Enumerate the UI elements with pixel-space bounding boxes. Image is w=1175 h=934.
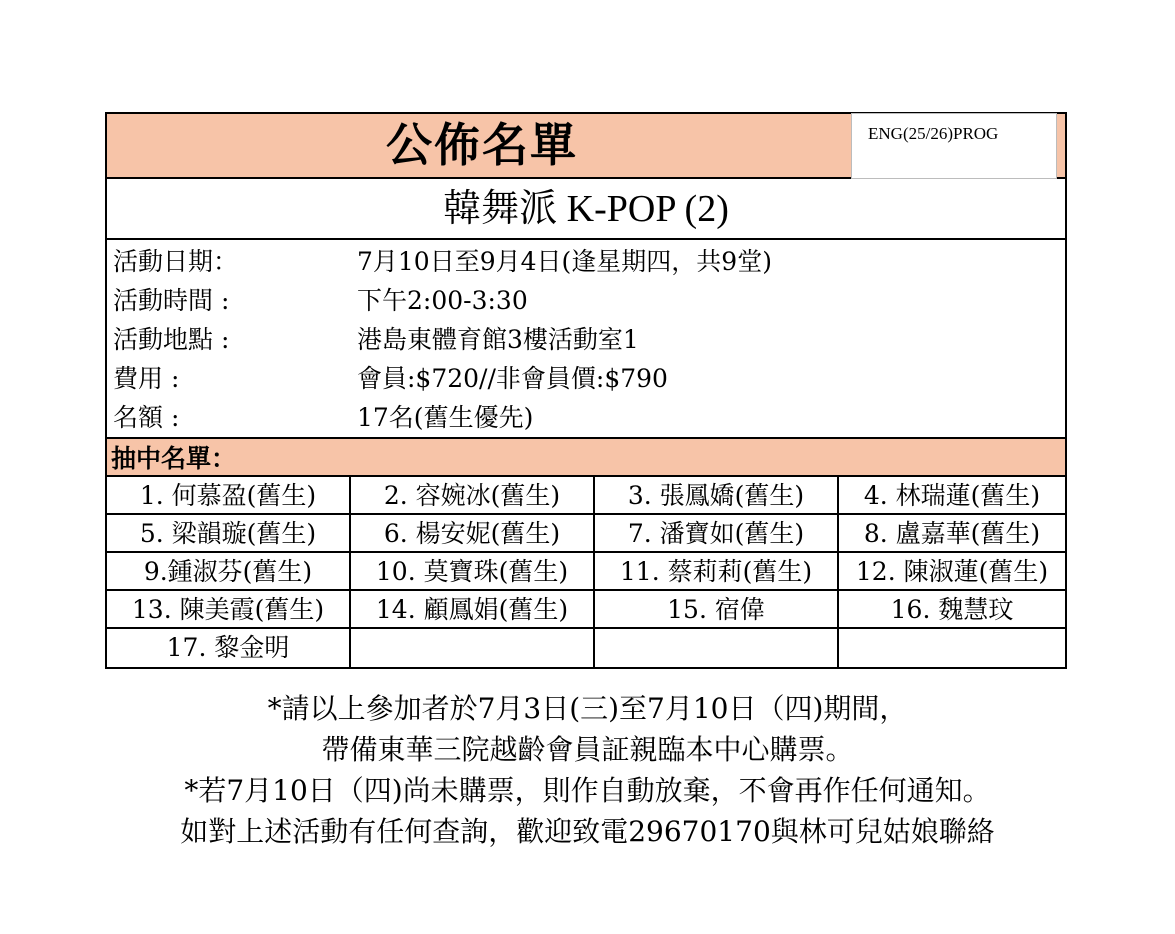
info-row-quota bbox=[107, 398, 1065, 437]
name-cell: 12. 陳淑蓮(舊生) bbox=[839, 553, 1065, 591]
info-value: 會員:$720//非會員價:$790 bbox=[357, 364, 668, 393]
name-cell: 17. 黎金明 bbox=[107, 629, 351, 667]
info-row-venue bbox=[107, 320, 1065, 359]
info-row-fee bbox=[107, 359, 1065, 398]
note-line: *若7月10日（四)尚未購票，則作自動放棄，不會再作任何通知。 bbox=[184, 774, 991, 807]
name-cell: 7. 潘寶如(舊生) bbox=[595, 515, 839, 553]
name-cell: 6. 楊安妮(舊生) bbox=[351, 515, 595, 553]
program-code: ENG(25/26)PROG bbox=[851, 113, 1057, 179]
note-line: *請以上參加者於7月3日(三)至7月10日（四)期間， bbox=[267, 692, 908, 725]
names-grid bbox=[107, 477, 1065, 667]
info-value: 港島東體育館3樓活動室1 bbox=[357, 325, 639, 354]
draw-list-header: 抽中名單： bbox=[107, 437, 1065, 477]
page-title: 公佈名單 bbox=[386, 118, 578, 172]
course-name: 韓舞派 K-POP (2) bbox=[107, 179, 1065, 240]
info-label: 名額 : bbox=[113, 403, 180, 432]
info-value: 7月10日至9月4日(逢星期四，共9堂) bbox=[357, 247, 772, 276]
notice-sheet bbox=[105, 112, 1067, 669]
info-row-date bbox=[107, 242, 1065, 281]
info-row-time bbox=[107, 281, 1065, 320]
name-cell: 2. 容婉冰(舊生) bbox=[351, 477, 595, 515]
name-cell: 4. 林瑞蓮(舊生) bbox=[839, 477, 1065, 515]
info-label: 活動地點 : bbox=[113, 325, 230, 354]
name-cell: 1. 何慕盈(舊生) bbox=[107, 477, 351, 515]
name-cell: 10. 莫寶珠(舊生) bbox=[351, 553, 595, 591]
info-label: 費用 : bbox=[113, 364, 180, 393]
name-cell: 11. 蔡莉莉(舊生) bbox=[595, 553, 839, 591]
note-line: 帶備東華三院越齡會員証親臨本中心購票。 bbox=[321, 733, 854, 766]
name-cell-empty bbox=[839, 629, 1065, 667]
info-block bbox=[107, 240, 1065, 437]
name-cell: 14. 顧鳳娟(舊生) bbox=[351, 591, 595, 629]
info-value: 下午2:00-3:30 bbox=[357, 286, 528, 315]
name-cell: 15. 宿偉 bbox=[595, 591, 839, 629]
name-cell: 9.鍾淑芬(舊生) bbox=[107, 553, 351, 591]
name-cell: 3. 張鳳嬌(舊生) bbox=[595, 477, 839, 515]
title-row bbox=[107, 114, 1065, 179]
name-cell: 5. 梁韻璇(舊生) bbox=[107, 515, 351, 553]
name-cell: 8. 盧嘉華(舊生) bbox=[839, 515, 1065, 553]
name-cell: 13. 陳美霞(舊生) bbox=[107, 591, 351, 629]
name-cell-empty bbox=[351, 629, 595, 667]
info-value: 17名(舊生優先) bbox=[357, 403, 534, 432]
notes-block bbox=[0, 688, 1175, 852]
info-label: 活動日期： bbox=[113, 247, 239, 276]
name-cell-empty bbox=[595, 629, 839, 667]
info-label: 活動時間 : bbox=[113, 286, 230, 315]
name-cell: 16. 魏慧玟 bbox=[839, 591, 1065, 629]
note-line: 如對上述活動有任何查詢，歡迎致電29670170與林可兒姑娘聯絡 bbox=[180, 815, 995, 848]
